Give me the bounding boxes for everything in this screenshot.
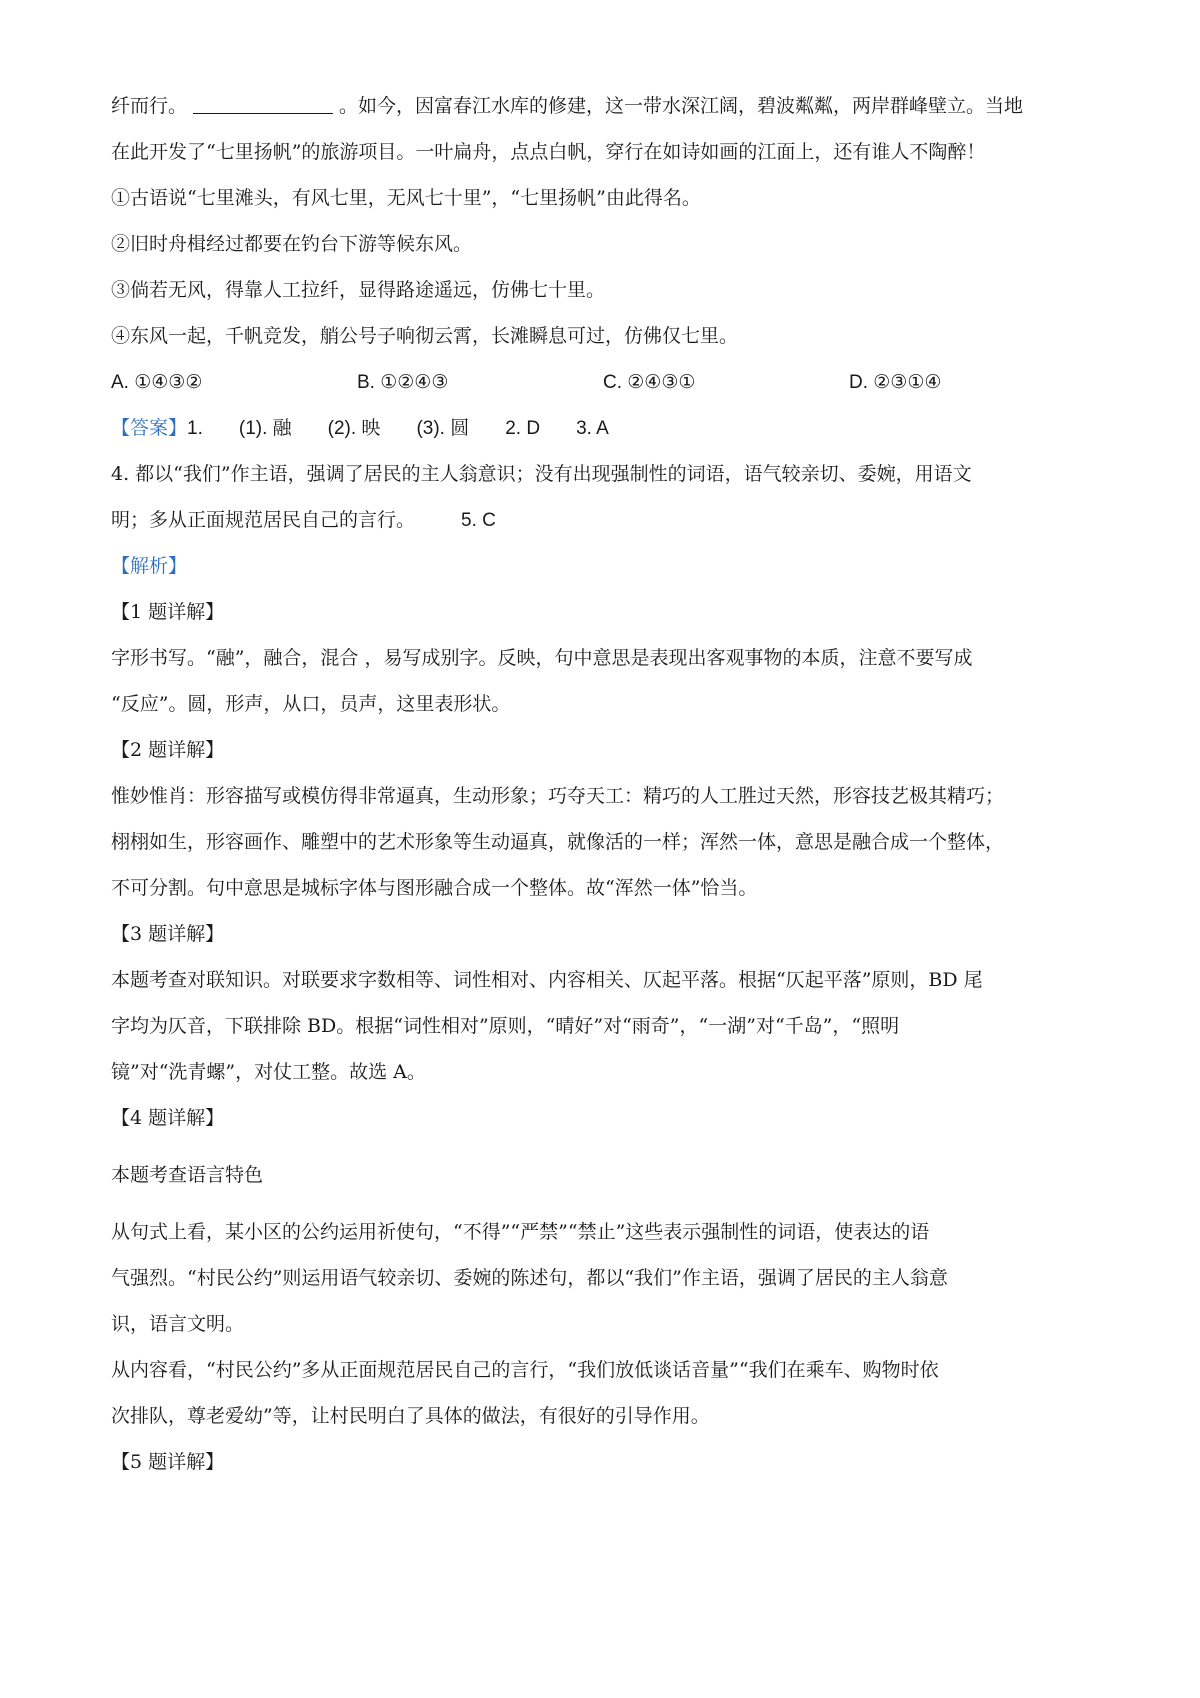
- q1-text: 字形书写。“融”，融合，混合 ，易写成别字。反映，句中意思是表现出客观事物的本质，注意不要写成: [111, 647, 973, 669]
- answer-label: 【答案】: [111, 417, 188, 439]
- answer-4-line: 4. 都以“我们”作主语，强调了居民的主人翁意识；没有出现强制性的词语，语气较亲切、委婉，用语文: [111, 463, 972, 485]
- q3-text: 字均为仄音，下联排除 BD。根据“词性相对”原则，“晴好”对“雨奇”，“一湖”对“千岛”，“照明: [111, 1015, 900, 1037]
- q4-text: 气强烈。“村民公约”则运用语气较亲切、委婉的陈述句，都以“我们”作主语，强调了居民的主人翁意: [111, 1267, 948, 1289]
- q2-text: 不可分割。句中意思是城标字体与图形融合成一个整体。故“浑然一体”恰当。: [111, 877, 758, 899]
- q4-heading: 【4 题详解】: [111, 1107, 225, 1129]
- option-b: B. ①②④③: [357, 372, 449, 393]
- answer-item: 1.: [187, 418, 203, 439]
- q1-heading: 【1 题详解】: [111, 601, 225, 623]
- option-a: A. ①④③②: [111, 372, 203, 393]
- document-page: [111, 92, 1101, 1477]
- q2-text: 惟妙惟肖：形容描写或模仿得非常逼真，生动形象；巧夺天工：精巧的人工胜过天然，形容技艺极其精巧；: [111, 785, 1005, 807]
- passage-text: 。如今，因富春江水库的修建，这一带水深江阔，碧波粼粼，两岸群峰壁立。当地: [339, 95, 1024, 117]
- fill-blank: [193, 95, 333, 114]
- q4-text: 从句式上看，某小区的公约运用祈使句，“不得”“严禁”“禁止”这些表示强制性的词语，使表达的语: [111, 1221, 930, 1243]
- q3-text: 本题考查对联知识。对联要求字数相等、词性相对、内容相关、仄起平落。根据“仄起平落”原则，BD 尾: [111, 969, 983, 991]
- answer-4-line: [111, 506, 1101, 535]
- q4-intro: 本题考查语言特色: [111, 1164, 264, 1186]
- statement-3: ③倘若无风，得靠人工拉纤，显得路途遥远，仿佛七十里。: [111, 279, 606, 301]
- passage-line: [111, 92, 1101, 121]
- q4-text: 识，语言文明。: [111, 1313, 245, 1335]
- passage-line: 在此开发了“七里扬帆”的旅游项目。一叶扁舟，点点白帆，穿行在如诗如画的江面上，还有谁人不陶醉！: [111, 141, 986, 163]
- statement-2: ②旧时舟楫经过都要在钓台下游等候东风。: [111, 233, 473, 255]
- answer-line: [111, 414, 1101, 443]
- answer-item: 2. D: [505, 418, 541, 439]
- option-d: D. ②③①④: [849, 372, 942, 393]
- q4-text: 次排队，尊老爱幼”等，让村民明白了具体的做法，有很好的引导作用。: [111, 1405, 710, 1427]
- answer-5: 5. C: [461, 510, 496, 531]
- q2-heading: 【2 题详解】: [111, 739, 225, 761]
- answer-item: (2). 映: [327, 418, 381, 439]
- q2-text: 栩栩如生，形容画作、雕塑中的艺术形象等生动逼真，就像活的一样；浑然一体，意思是融合成一个整体，: [111, 831, 1005, 853]
- answer-item: (1). 融: [238, 418, 292, 439]
- passage-text: 纤而行。: [111, 95, 188, 117]
- options-row: [111, 368, 1101, 397]
- statement-1: ①古语说“七里滩头，有风七里，无风七十里”，“七里扬帆”由此得名。: [111, 187, 701, 209]
- q5-heading: 【5 题详解】: [111, 1451, 225, 1473]
- answer-item: (3). 圆: [416, 418, 470, 439]
- answer-4-text: 明；多从正面规范居民自己的言行。: [111, 509, 416, 531]
- q3-text: 镜”对“洗青螺”，对仗工整。故选 A。: [111, 1061, 426, 1083]
- q4-text: 从内容看，“村民公约”多从正面规范居民自己的言行，“我们放低谈话音量”“我们在乘车、购物时依: [111, 1359, 939, 1381]
- option-c: C. ②④③①: [603, 372, 696, 393]
- analysis-label: 【解析】: [111, 555, 188, 577]
- q1-text: “反应”。圆，形声，从口，员声，这里表形状。: [111, 693, 511, 715]
- q3-heading: 【3 题详解】: [111, 923, 225, 945]
- answer-item: 3. A: [576, 418, 609, 439]
- statement-4: ④东风一起，千帆竞发，艄公号子响彻云霄，长滩瞬息可过，仿佛仅七里。: [111, 325, 739, 347]
